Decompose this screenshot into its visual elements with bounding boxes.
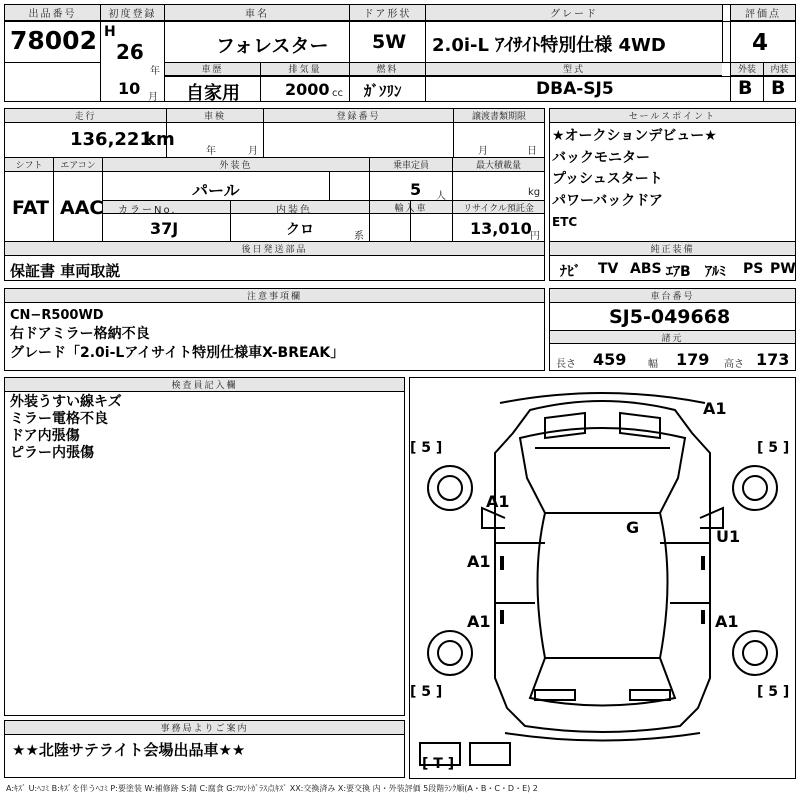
roof-outline <box>538 513 668 658</box>
capacity: 5 <box>410 180 422 199</box>
interior-color-unit: 系 <box>354 231 364 242</box>
import-label: 輸入車 <box>370 200 452 214</box>
equip-nav: ﾅﾋﾞ <box>560 264 581 280</box>
capacity-label: 乗車定員 <box>370 158 452 172</box>
tire-rear-left: [ 5 ] <box>410 684 443 700</box>
mark-left-door-front: A1 <box>467 552 491 571</box>
interior-color-label: 内装色 <box>276 205 312 216</box>
note-line: CN−R500WD <box>10 308 104 323</box>
mileage-unit: km <box>144 129 175 150</box>
sales-point-item: バックモニター <box>552 149 650 166</box>
recycle: 13,010 <box>470 219 532 238</box>
inspector-line: ドア内張傷 <box>10 428 80 444</box>
recycle-unit: 円 <box>530 231 540 242</box>
transfer-label: 譲渡書類期限 <box>454 109 544 123</box>
height-label: 高さ <box>724 359 744 370</box>
reg-year: 26 <box>116 40 144 64</box>
transfer-month-unit: 月 <box>478 146 488 157</box>
windshield-outline <box>520 428 685 513</box>
lot-number: 78002 <box>10 26 97 55</box>
shift-label: シフト <box>5 158 53 172</box>
wheel-rear-left <box>428 631 472 675</box>
car-body-outline <box>495 401 710 732</box>
door-label: ドア形状 <box>350 5 425 21</box>
exterior-color-label: 外装色 <box>103 158 369 172</box>
length-label: 長さ <box>556 359 576 370</box>
equipment-label: 純正装備 <box>550 242 795 256</box>
mark-left-door-rear: A1 <box>467 612 491 631</box>
model: DBA-SJ5 <box>536 79 614 99</box>
model-label: 型式 <box>426 62 722 76</box>
exterior-color: パール <box>192 181 240 200</box>
displacement: 2000 <box>285 80 330 99</box>
month-unit: 月 <box>148 92 158 103</box>
office-label: 事務局よりご案内 <box>5 721 404 735</box>
later-parts-label: 後日発送部品 <box>5 242 544 256</box>
sales-point-item: プッシュスタート <box>552 171 663 187</box>
car-diagram <box>410 378 795 778</box>
era: H <box>104 24 116 40</box>
exterior-label: 外装 <box>731 62 763 76</box>
equip-ps: PS <box>743 261 764 277</box>
first-reg-label: 初度登録 <box>101 5 164 21</box>
notes-list <box>10 306 344 363</box>
mileage-label: 走行 <box>5 109 166 123</box>
inspector-list <box>10 394 122 462</box>
mark-right-door-front: U1 <box>716 527 741 546</box>
door-type: 5W <box>372 31 407 53</box>
car-name-label: 車名 <box>165 5 349 21</box>
chassis-label: 車台番号 <box>550 289 795 303</box>
interior-label: 内装 <box>764 62 795 76</box>
max-load-label: 最大積載量 <box>453 158 544 172</box>
displacement-unit: cc <box>332 88 343 99</box>
tire-spare: [ T ] <box>422 756 455 772</box>
length: 459 <box>593 350 627 369</box>
interior-color: クロ <box>286 222 314 238</box>
insp-year-unit: 年 <box>206 146 216 157</box>
sales-point-item: パワーバックドア <box>552 192 663 209</box>
inspector-line: ピラー内張傷 <box>10 445 94 461</box>
tire-front-right: [ 5 ] <box>757 440 790 456</box>
chassis-number: SJ5-049668 <box>609 306 731 328</box>
mark-right-door-rear: A1 <box>715 612 739 631</box>
later-parts: 保証書 車両取説 <box>10 262 121 280</box>
inspector-label: 検査員記入欄 <box>5 378 404 392</box>
sales-points-label: セールスポイント <box>550 109 795 123</box>
max-load-unit: kg <box>528 187 541 198</box>
score: 4 <box>752 30 769 56</box>
wheel-front-right <box>733 466 777 510</box>
equip-abs: ABS <box>630 261 662 277</box>
car-name: フォレスター <box>216 35 329 57</box>
spec-label: 諸元 <box>550 331 795 344</box>
history-label: 車歴 <box>165 62 260 76</box>
legend-text: A:ｷｽﾞ U:ﾍｺﾐ B:ｷｽﾞを伴うﾍｺﾐ P:要塗装 W:補修跡 S:錆 C:腐食 G:ﾌﾛﾝﾄｶﾞﾗｽ点ｷｽﾞ XX:交換済み X:要交換 内・外装評価 5段階ﾗﾝｸ順(A・B・C・D・E) 2 <box>6 784 538 793</box>
color-no-label: カラーNo. <box>118 205 177 216</box>
inspector-line: 外装うすい線キズ <box>10 394 122 410</box>
note-line: グレード「2.0i-Lアイサイト特別仕様車X-BREAK」 <box>10 345 345 361</box>
width: 179 <box>676 350 710 369</box>
tire-front-left: [ 5 ] <box>410 440 443 456</box>
mark-front-right: A1 <box>703 399 727 418</box>
color-no: 37J <box>150 219 179 238</box>
equip-pw: PW <box>770 261 796 277</box>
notes-label: 注意事項欄 <box>5 289 544 303</box>
transfer-day-unit: 日 <box>527 146 537 157</box>
ac-label: エアコン <box>54 158 102 172</box>
displacement-label: 排気量 <box>261 62 349 76</box>
wheel-front-left <box>428 466 472 510</box>
sales-points-list <box>552 126 717 234</box>
width-label: 幅 <box>648 359 658 370</box>
lot-label: 出品番号 <box>5 5 100 21</box>
capacity-unit: 人 <box>436 191 446 202</box>
exterior-grade: B <box>738 77 753 99</box>
note-line: 右ドアミラー格納不良 <box>10 326 150 342</box>
score-label: 評価点 <box>731 5 795 21</box>
reg-month: 10 <box>118 79 141 98</box>
shift: FAT <box>12 197 49 219</box>
plate-label: 登録番号 <box>264 109 453 123</box>
equip-tv: TV <box>598 261 619 277</box>
fuel-label: 燃料 <box>350 62 425 76</box>
history: 自家用 <box>186 83 240 104</box>
mark-glass: G <box>626 518 640 537</box>
inspection-label: 車検 <box>167 109 263 123</box>
recycle-label: リサイクル預託金 <box>453 200 544 214</box>
tire-rear-right: [ 5 ] <box>757 684 790 700</box>
rear-glass-outline <box>530 658 675 706</box>
equip-airbag: ｴｱB <box>666 264 691 280</box>
year-unit: 年 <box>150 66 160 77</box>
mark-left-mirror: A1 <box>486 492 510 511</box>
height: 173 <box>756 350 790 369</box>
sales-point-item: ★オークションデビュー★ <box>552 128 717 144</box>
ac: AAC <box>60 197 104 219</box>
equip-alloy: ｱﾙﾐ <box>705 264 726 280</box>
wheel-rear-right <box>733 631 777 675</box>
insp-month-unit: 月 <box>248 146 258 157</box>
grade: 2.0i-L ｱｲｻｲﾄ特別仕様 4WD <box>432 35 666 56</box>
grade-label: グレード <box>426 5 722 21</box>
inspector-line: ミラー電格不良 <box>10 411 108 427</box>
fuel: ｶﾞｿﾘﾝ <box>364 82 402 100</box>
sales-point-item: ETC <box>552 215 578 229</box>
office-text: ★★北陸サテライト会場出品車★★ <box>12 741 246 759</box>
mileage: 136,221 <box>70 129 152 150</box>
interior-grade: B <box>771 77 786 99</box>
